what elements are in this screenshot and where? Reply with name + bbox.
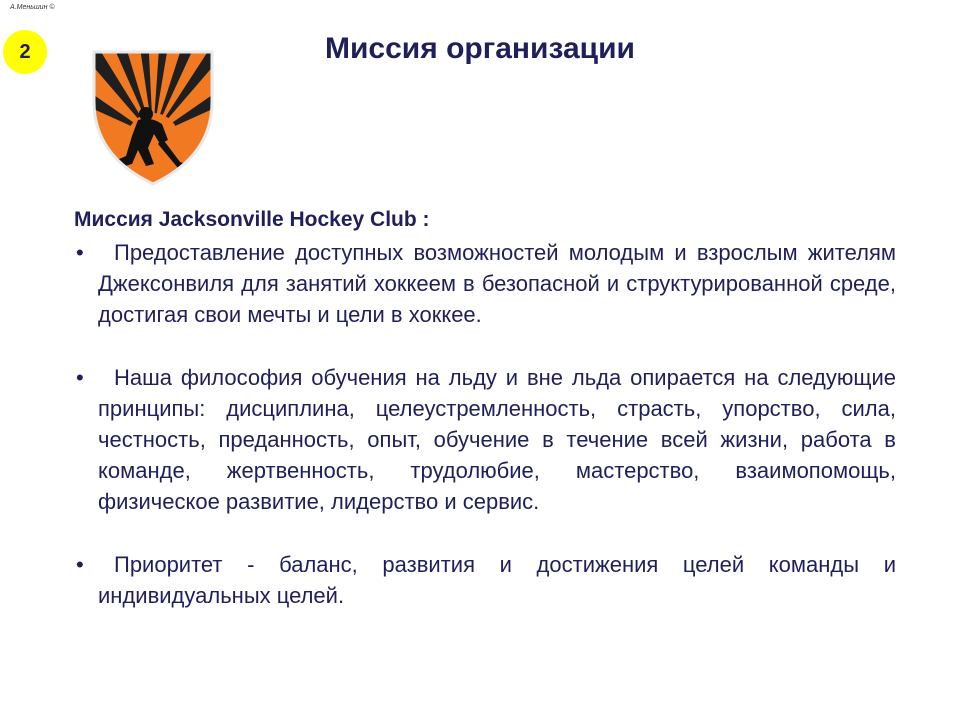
list-item-text: Предоставление доступных возможностей молодым и взрослым жителям Джексонвиля для занятий хоккеем в безопасной и структурированной среде, достигая свои мечты и цели в хоккее. xyxy=(98,240,896,327)
mission-content xyxy=(74,204,896,611)
bullet-icon: • xyxy=(76,365,84,390)
list-item xyxy=(74,237,896,330)
slide-number: 2 xyxy=(19,40,31,63)
copyright-text: А.Меньшин © xyxy=(10,4,55,11)
list-item xyxy=(74,549,896,611)
list-item xyxy=(74,362,896,517)
hockey-club-logo xyxy=(88,44,218,186)
list-item-text: Приоритет - баланс, развития и достижения целей команды и индивидуальных целей. xyxy=(98,552,896,608)
slide-number-badge xyxy=(3,30,47,74)
bullet-icon: • xyxy=(76,240,84,265)
bullet-icon: • xyxy=(76,552,84,577)
list-item-text: Наша философия обучения на льду и вне льда опирается на следующие принципы: дисциплина, целеустремленность, страсть, упорство, сила, честность, преданность, опыт, обучение в течение всей жизни, работа в команде, жертвенность, трудолюбие, мастерство, взаимопомощь, физическое развитие, лидерство и сервис. xyxy=(98,365,896,514)
mission-intro: Миссия Jacksonville Hockey Club : xyxy=(74,208,430,231)
slide-title: Миссия организации xyxy=(324,32,635,65)
